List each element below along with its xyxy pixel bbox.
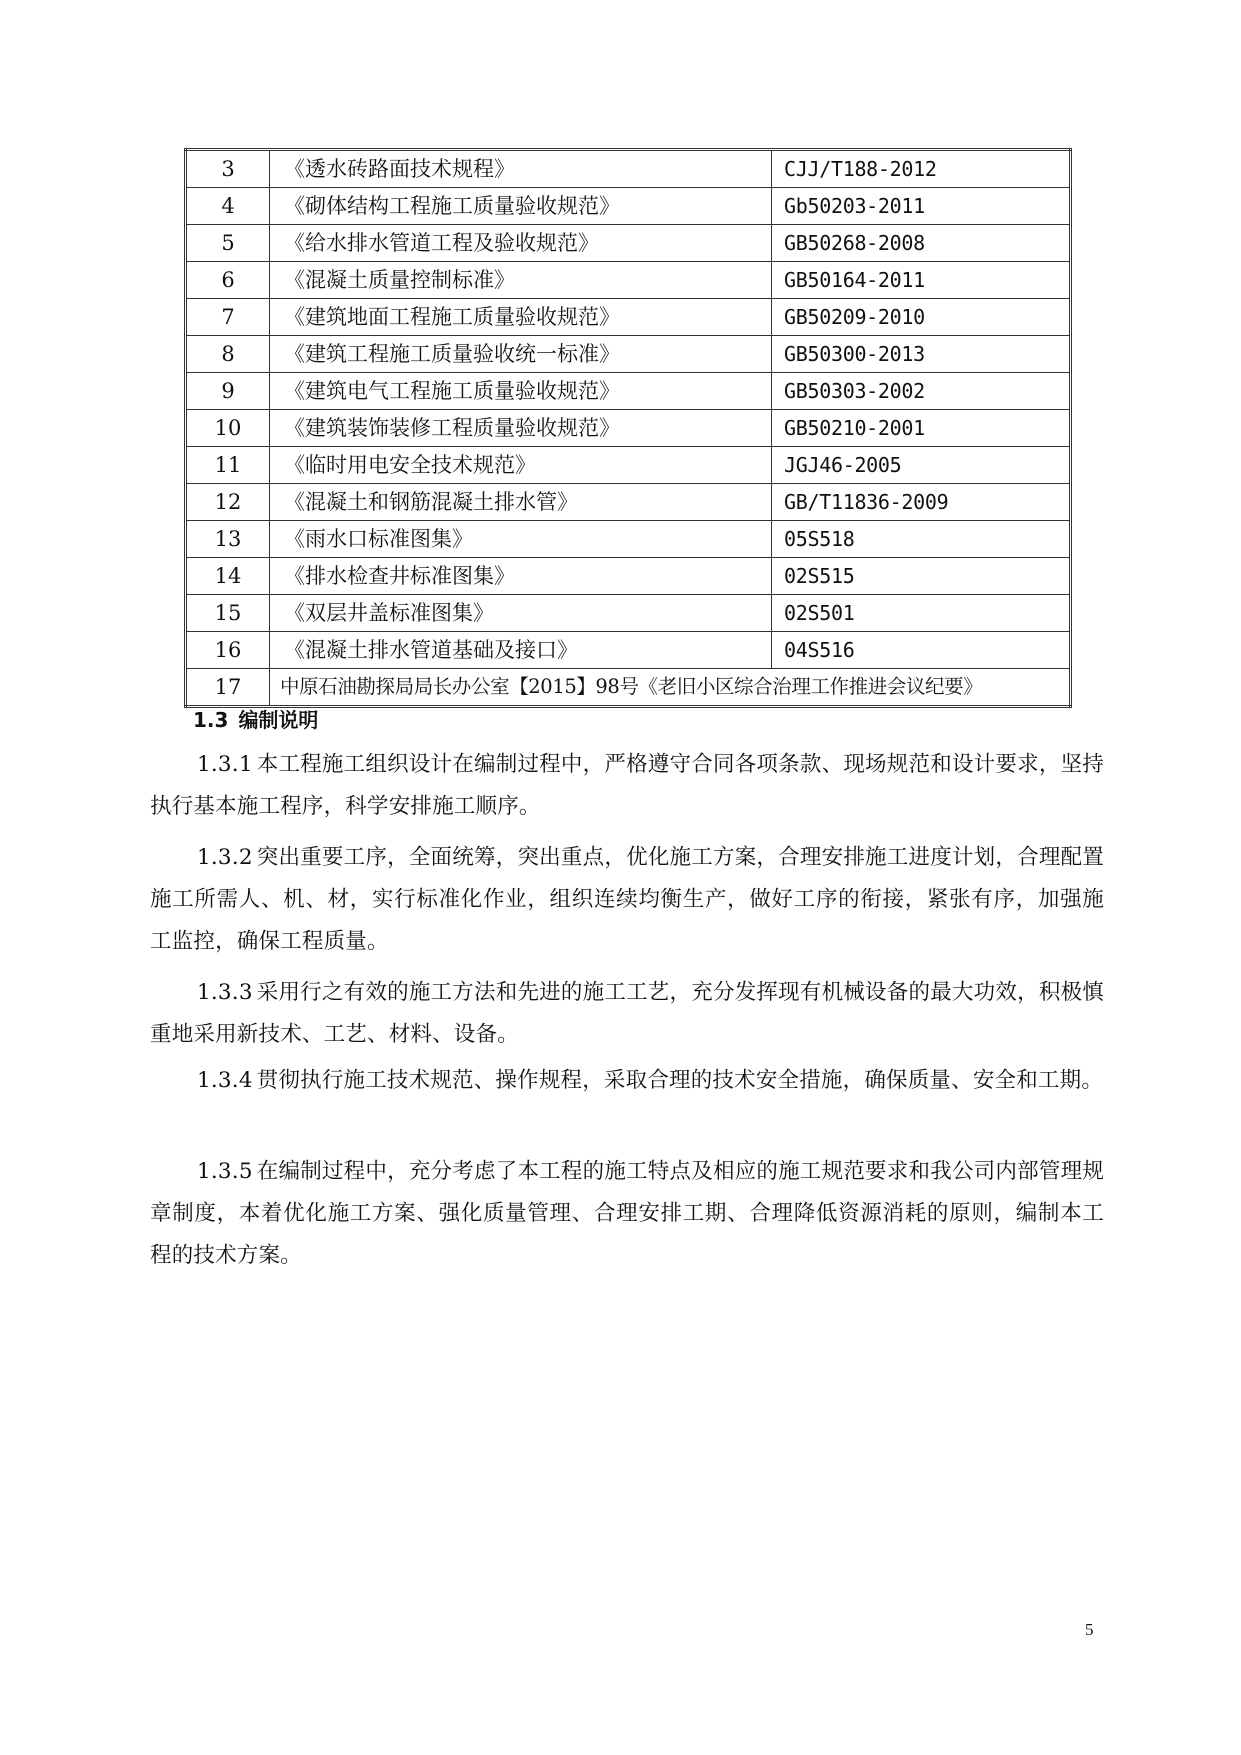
table-row [186,150,1071,188]
standard-name-cell: 《混凝土和钢筋混凝土排水管》 [270,484,772,521]
standard-code-cell: GB50268-2008 [772,225,1071,262]
row-number-cell: 4 [186,188,270,225]
paragraph-number: 1.3.3 [197,980,253,1005]
table-row [186,188,1071,225]
table-row [186,521,1071,558]
row-number-cell: 10 [186,410,270,447]
row-number-cell: 6 [186,262,270,299]
standard-name-cell: 《建筑电气工程施工质量验收规范》 [270,373,772,410]
standard-code-cell: 02S501 [772,595,1071,632]
standard-code-cell: Gb50203-2011 [772,188,1071,225]
page-number: 5 [1085,1620,1094,1639]
paragraph-1-3-3 [150,972,1104,1056]
table-row [186,632,1071,669]
standard-code-cell: GB50303-2002 [772,373,1071,410]
standard-name-cell: 《给水排水管道工程及验收规范》 [270,225,772,262]
table-row [186,410,1071,447]
paragraph-number: 1.3.1 [197,752,253,777]
standard-code-cell: CJJ/T188-2012 [772,150,1071,188]
paragraph-text: 本工程施工组织设计在编制过程中，严格遵守合同各项条款、现场规范和设计要求，坚持执行基本施工程序，科学安排施工顺序。 [150,752,1104,819]
row-number-cell: 5 [186,225,270,262]
paragraph-text: 突出重要工序，全面统筹，突出重点，优化施工方案，合理安排施工进度计划，合理配置施工所需人、机、材，实行标准化作业，组织连续均衡生产，做好工序的衔接，紧张有序，加强施工监控，确保工程质量。 [150,845,1104,954]
standards-table [184,148,1072,708]
standard-name-cell: 《双层井盖标准图集》 [270,595,772,632]
section-heading [193,706,318,734]
row-number-cell: 11 [186,447,270,484]
standard-name-cell: 《混凝土排水管道基础及接口》 [270,632,772,669]
standard-code-cell: JGJ46-2005 [772,447,1071,484]
standard-code-cell: GB50209-2010 [772,299,1071,336]
table-row [186,336,1071,373]
standard-name-cell: 《排水检查井标准图集》 [270,558,772,595]
standard-code-cell: 02S515 [772,558,1071,595]
table-row [186,484,1071,521]
standard-code-cell: GB/T11836-2009 [772,484,1071,521]
table-row [186,373,1071,410]
standard-name-cell: 《透水砖路面技术规程》 [270,150,772,188]
standard-name-cell: 《建筑装饰装修工程质量验收规范》 [270,410,772,447]
table-row [186,595,1071,632]
standard-name-cell: 《混凝土质量控制标准》 [270,262,772,299]
paragraph-number: 1.3.4 [197,1068,253,1093]
standard-name-cell: 《砌体结构工程施工质量验收规范》 [270,188,772,225]
paragraph-1-3-5 [150,1151,1104,1277]
table-row [186,447,1071,484]
paragraph-number: 1.3.2 [197,845,253,870]
paragraph-1-3-4 [150,1060,1104,1102]
paragraph-1-3-1 [150,744,1104,828]
standard-name-cell: 《建筑地面工程施工质量验收规范》 [270,299,772,336]
row-number-cell: 8 [186,336,270,373]
table-row [186,558,1071,595]
row-number-cell: 15 [186,595,270,632]
standard-name-cell: 《临时用电安全技术规范》 [270,447,772,484]
paragraph-text: 在编制过程中，充分考虑了本工程的施工特点及相应的施工规范要求和我公司内部管理规章制度，本着优化施工方案、强化质量管理、合理安排工期、合理降低资源消耗的原则，编制本工程的技术方案。 [150,1159,1104,1268]
standard-name-cell: 《建筑工程施工质量验收统一标准》 [270,336,772,373]
table-row [186,225,1071,262]
row-number-cell: 14 [186,558,270,595]
table-row [186,669,1071,707]
standard-code-cell: 04S516 [772,632,1071,669]
row-number-cell: 16 [186,632,270,669]
meeting-minutes-cell: 中原石油勘探局局长办公室【2015】98号《老旧小区综合治理工作推进会议纪要》 [270,669,1071,707]
table-row [186,262,1071,299]
standard-code-cell: GB50300-2013 [772,336,1071,373]
table-row [186,299,1071,336]
standard-name-cell: 《雨水口标准图集》 [270,521,772,558]
section-title: 编制说明 [238,708,319,732]
row-number-cell: 13 [186,521,270,558]
row-number-cell: 9 [186,373,270,410]
paragraph-1-3-2 [150,837,1104,963]
row-number-cell: 7 [186,299,270,336]
section-number: 1.3 [193,708,229,732]
standards-table-body [186,150,1071,707]
row-number-cell: 17 [186,669,270,707]
paragraph-number: 1.3.5 [197,1159,253,1184]
standard-code-cell: GB50210-2001 [772,410,1071,447]
row-number-cell: 3 [186,150,270,188]
paragraph-text: 贯彻执行施工技术规范、操作规程，采取合理的技术安全措施，确保质量、安全和工期。 [256,1068,1104,1093]
row-number-cell: 12 [186,484,270,521]
paragraph-text: 采用行之有效的施工方法和先进的施工工艺，充分发挥现有机械设备的最大功效，积极慎重地采用新技术、工艺、材料、设备。 [150,980,1104,1047]
standard-code-cell: 05S518 [772,521,1071,558]
standard-code-cell: GB50164-2011 [772,262,1071,299]
